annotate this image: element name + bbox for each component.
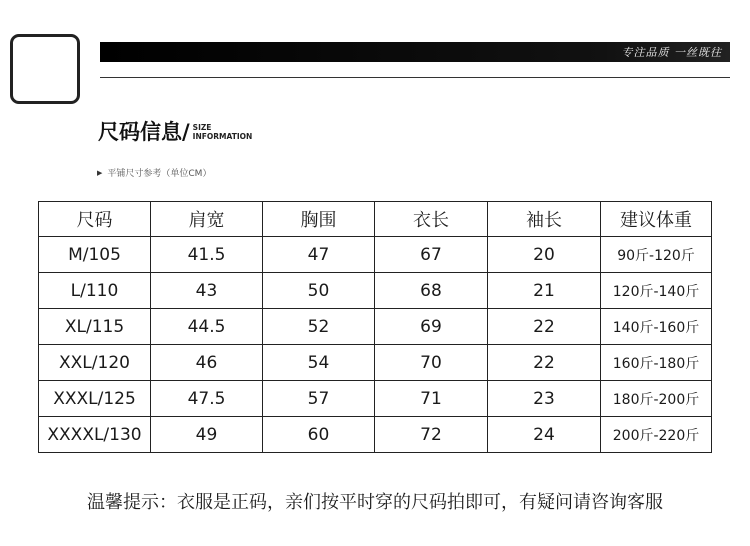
cell-sleeve: 20 (488, 237, 601, 273)
cell-length: 68 (375, 273, 488, 309)
cell-chest: 50 (263, 273, 375, 309)
cell-sleeve: 24 (488, 417, 601, 453)
cell-weight: 90斤-120斤 (601, 237, 712, 273)
cell-length: 71 (375, 381, 488, 417)
table-header-row (39, 202, 712, 237)
logo-frame (10, 34, 80, 104)
table-row (39, 417, 712, 453)
cell-shoulder: 49 (151, 417, 263, 453)
section-title: 尺码信息/ (98, 120, 190, 144)
cell-sleeve: 22 (488, 309, 601, 345)
cell-length: 67 (375, 237, 488, 273)
header-sleeve: 袖长 (488, 202, 601, 237)
cell-size: L/110 (39, 273, 151, 309)
cell-length: 69 (375, 309, 488, 345)
table-row (39, 309, 712, 345)
cell-weight: 200斤-220斤 (601, 417, 712, 453)
triangle-right-icon: ▶ (97, 168, 103, 177)
brand-slogan: 专注品质 一丝既往 (621, 46, 722, 59)
measurement-note (97, 166, 211, 179)
cell-length: 72 (375, 417, 488, 453)
cell-sleeve: 22 (488, 345, 601, 381)
cell-size: XL/115 (39, 309, 151, 345)
cell-length: 70 (375, 345, 488, 381)
cell-shoulder: 47.5 (151, 381, 263, 417)
measurement-note-text: 平铺尺寸参考（单位CM） (107, 169, 212, 179)
cell-sleeve: 23 (488, 381, 601, 417)
cell-chest: 60 (263, 417, 375, 453)
section-subtitle (193, 123, 253, 144)
header-shoulder: 肩宽 (151, 202, 263, 237)
reminder-text: 温馨提示：衣服是正码，亲们按平时穿的尺码拍即可，有疑问请咨询客服 (87, 492, 663, 513)
header-weight: 建议体重 (601, 202, 712, 237)
cell-weight: 120斤-140斤 (601, 273, 712, 309)
header-divider (100, 77, 730, 78)
table-row (39, 273, 712, 309)
cell-chest: 54 (263, 345, 375, 381)
cell-size: M/105 (39, 237, 151, 273)
section-subtitle-line2: INFORMATION (192, 132, 253, 141)
header-chest: 胸围 (263, 202, 375, 237)
section-subtitle-line1: SIZE (192, 123, 212, 132)
cell-size: XXXL/125 (39, 381, 151, 417)
cell-weight: 180斤-200斤 (601, 381, 712, 417)
section-heading (98, 120, 252, 144)
table-row (39, 237, 712, 273)
cell-weight: 140斤-160斤 (601, 309, 712, 345)
header-bar (100, 42, 730, 62)
cell-chest: 52 (263, 309, 375, 345)
cell-chest: 57 (263, 381, 375, 417)
cell-shoulder: 41.5 (151, 237, 263, 273)
header-size: 尺码 (39, 202, 151, 237)
cell-chest: 47 (263, 237, 375, 273)
table-row (39, 381, 712, 417)
cell-sleeve: 21 (488, 273, 601, 309)
cell-shoulder: 43 (151, 273, 263, 309)
table-row (39, 345, 712, 381)
cell-shoulder: 44.5 (151, 309, 263, 345)
size-table (38, 201, 712, 453)
cell-weight: 160斤-180斤 (601, 345, 712, 381)
cell-shoulder: 46 (151, 345, 263, 381)
cell-size: XXXXL/130 (39, 417, 151, 453)
header-length: 衣长 (375, 202, 488, 237)
cell-size: XXL/120 (39, 345, 151, 381)
